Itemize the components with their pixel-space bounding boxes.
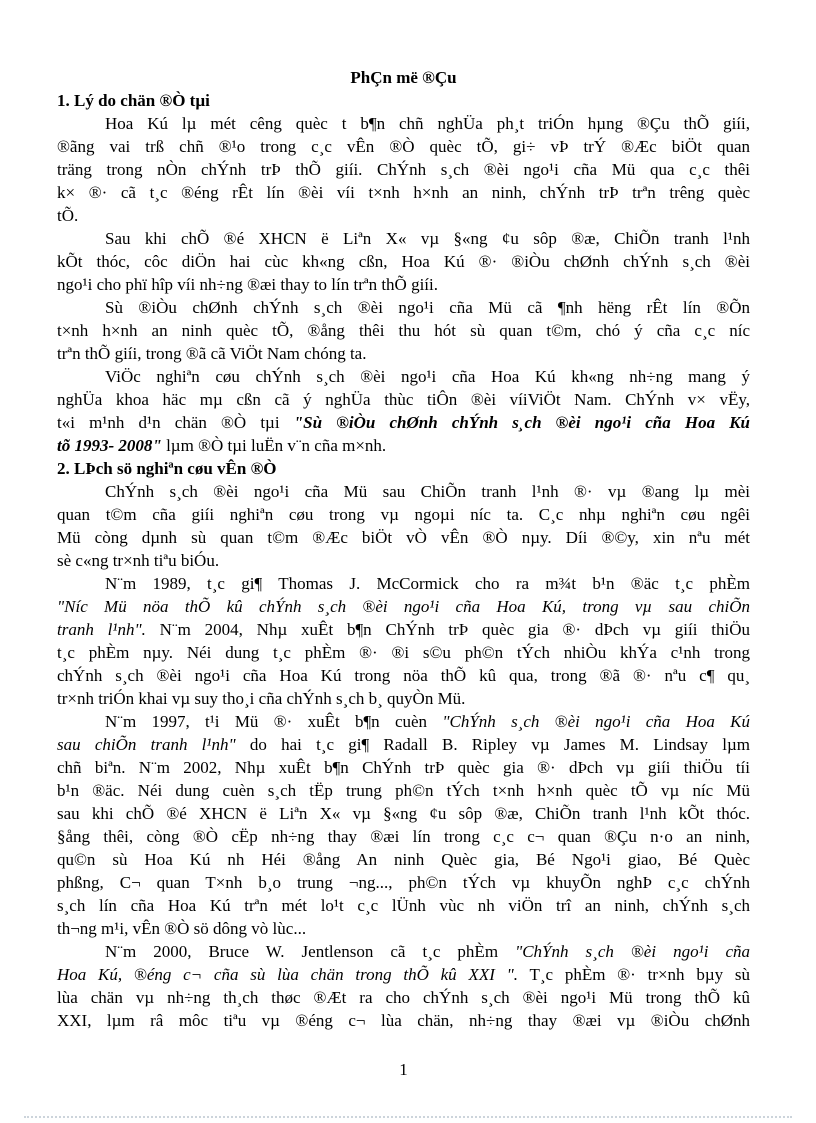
text-line [57, 595, 750, 618]
paragraph [57, 572, 750, 710]
text-run: T¸c phÈm ®· tr×nh bµy sù [518, 965, 750, 984]
text-line [57, 549, 750, 572]
text-run: 1. Lý do chän ®Ò tµi [57, 91, 210, 110]
text-run: phßng, C¬ quan T×nh b¸o trung ¬ng..., ph©n tÝch vµ khuyÕn nghÞ c¸c chÝnh [57, 873, 750, 892]
text-line [57, 250, 750, 273]
paragraph [57, 227, 750, 296]
document-content [57, 66, 750, 1032]
text-run: sè c«ng tr×nh tiªu biÓu. [57, 551, 220, 570]
text-line [57, 664, 750, 687]
paragraph [57, 480, 750, 572]
text-run: trªn thÕ giíi, trong ®ã cã ViÖt Nam chóng ta. [57, 344, 367, 363]
text-run: träng trong nÒn chÝnh trÞ thÕ giíi. ChÝnh s¸ch ®èi ngo¹i cña Mü qua c¸c thêi [57, 160, 750, 179]
text-line [57, 733, 750, 756]
text-run: XXI, lµm râ môc tiªu vµ ®éng c¬ lùa chän, nh÷ng thay ®æi vµ ®iÒu chØnh [57, 1011, 750, 1030]
text-run: Hoa Kú, ®éng c¬ cña sù lùa chän trong thÕ kû XXI ". [57, 965, 519, 984]
text-line [57, 365, 750, 388]
text-line [57, 917, 750, 940]
text-line [57, 802, 750, 825]
text-run: "ChÝnh s¸ch ®èi ngo¹i cña Hoa Kú [442, 712, 750, 731]
section-heading-2 [57, 457, 750, 480]
text-run: tÕ. [57, 206, 79, 225]
text-run: t¸c phÈm nµy. Néi dung t¸c phÈm ®· ®i s©u ph©n tÝch nhiÒu khÝa c¹nh trong [57, 643, 750, 662]
text-line [57, 848, 750, 871]
text-line [57, 687, 750, 710]
page-number: 1 [399, 1060, 408, 1079]
text-run: th¬ng m¹i, vÊn ®Ò sö dông vò lùc... [57, 919, 307, 938]
section-heading-1 [57, 89, 750, 112]
text-line [57, 319, 750, 342]
text-line [57, 618, 750, 641]
text-run: chÝnh s¸ch ®èi ngo¹i cña Hoa Kú trong nöa thÕ kû qua, trong ®ã ®· nªu c¶ qu¸ [57, 666, 750, 685]
text-run: t«i m¹nh d¹n chän ®Ò tµi [57, 413, 294, 432]
paragraph [57, 365, 750, 457]
text-run: Hoa Kú lµ mét cêng quèc t b¶n chñ nghÜa ph¸t triÓn hµng ®Çu thÕ giíi, [105, 114, 750, 133]
text-run: k× ®· cã t¸c ®éng rÊt lín ®èi víi t×nh h×nh an ninh, chÝnh trÞ trªn trêng quèc [57, 183, 750, 202]
text-run: "ChÝnh s¸ch ®èi ngo¹i cña [515, 942, 751, 961]
text-run: ®ãng vai trß chñ ®¹o trong c¸c vÊn ®Ò quèc tÕ, gi÷ vÞ trÝ ®Æc biÖt quan [57, 137, 750, 156]
text-run: ViÖc nghiªn cøu chÝnh s¸ch ®èi ngo¹i cña Hoa Kú kh«ng nh÷ng mang ý [105, 367, 750, 386]
text-line [57, 158, 750, 181]
text-line [57, 1009, 750, 1032]
text-run: N¨m 2004, Nhµ xuÊt b¶n ChÝnh trÞ quèc gia ®· dÞch vµ giíi thiÖu [145, 620, 750, 639]
text-line [57, 526, 750, 549]
text-line [57, 273, 750, 296]
paragraph [57, 940, 750, 1032]
text-line [57, 986, 750, 1009]
text-line [57, 641, 750, 664]
text-line [57, 204, 750, 227]
document-title [57, 66, 750, 89]
text-run: sau chiÕn tranh l¹nh" [57, 735, 236, 754]
text-run: N¨m 1997, t¹i Mü ®· xuÊt b¶n cuèn [105, 712, 443, 731]
text-line [57, 181, 750, 204]
text-line [57, 940, 750, 963]
text-line [57, 480, 750, 503]
text-run: Sau khi chÕ ®é XHCN ë Liªn X« vµ §«ng ¢u sôp ®æ, ChiÕn tranh l¹nh [105, 229, 750, 248]
text-line [57, 825, 750, 848]
text-line [57, 779, 750, 802]
text-run: tõ 1993- 2008" [57, 436, 162, 455]
text-line [57, 572, 750, 595]
text-line [57, 342, 750, 365]
text-run: lùa chän vµ nh÷ng th¸ch thøc ®Æt ra cho chÝnh s¸ch ®èi ngo¹i Mü trong thÕ kû [57, 988, 750, 1007]
page-break-separator [24, 1116, 792, 1118]
text-line [57, 89, 750, 112]
text-line [57, 296, 750, 319]
text-line [57, 112, 750, 135]
text-line [57, 871, 750, 894]
text-line [57, 388, 750, 411]
text-run: nghÜa khoa häc mµ cßn cã ý nghÜa thùc tiÔn ®èi víiViÖt Nam. ChÝnh v× vËy, [57, 390, 750, 409]
text-run: lµm ®Ò tµi luËn v¨n cña m×nh. [161, 436, 387, 455]
text-run: kÕt thóc, côc diÖn hai cùc kh«ng cßn, Hoa Kú ®· ®iÒu chØnh chÝnh s¸ch ®èi [57, 252, 750, 271]
text-run: chñ biªn. N¨m 2002, Nhµ xuÊt b¶n ChÝnh trÞ quèc gia ®· dÞch vµ giíi thiÖu tíi [57, 758, 750, 777]
text-run: tranh l¹nh". [57, 620, 146, 639]
text-run: "Sù ®iÒu chØnh chÝnh s¸ch ®èi ngo¹i cña Hoa Kú [293, 413, 750, 432]
paragraph [57, 710, 750, 940]
text-run: Sù ®iÒu chØnh chÝnh s¸ch ®èi ngo¹i cña Mü cã ¶nh hëng rÊt lín ®Õn [105, 298, 750, 317]
text-run: ChÝnh s¸ch ®èi ngo¹i cña Mü sau ChiÕn tranh l¹nh ®· vµ ®ang lµ mèi [105, 482, 750, 501]
text-run: §ång thêi, còng ®Ò cËp nh÷ng thay ®æi lín trong c¸c c¬ quan ®Çu n·o an ninh, [57, 827, 750, 846]
text-line [57, 894, 750, 917]
text-run: s¸ch lín cña Hoa Kú trªn mét lo¹t c¸c lÜnh vùc nh viÖn trî an ninh, chÝnh s¸ch [57, 896, 750, 915]
text-run: N¨m 2000, Bruce W. Jentlenson cã t¸c phÈm [105, 942, 516, 961]
text-run: qu©n sù Hoa Kú nh Héi ®ång An ninh Quèc gia, Bé Ngo¹i giao, Bé Quèc [57, 850, 750, 869]
text-run: do hai t¸c gi¶ Radall B. Ripley vµ James M. Lindsay lµm [235, 735, 750, 754]
text-run: t×nh h×nh an ninh quèc tÕ, ®ång thêi thu hót sù quan t©m, chó ý cña c¸c níc [57, 321, 750, 340]
text-run: PhÇn më ®Çu [350, 68, 457, 87]
paragraph [57, 112, 750, 227]
text-run: sau khi chÕ ®é XHCN ë Liªn X« vµ §«ng ¢u sôp ®æ, ChiÕn tranh l¹nh kÕt thóc. [57, 804, 750, 823]
text-line [57, 457, 750, 480]
text-run: tr×nh triÓn khai vµ suy tho¸i cña chÝnh s¸ch b¸ quyÒn Mü. [57, 689, 466, 708]
text-line [57, 710, 750, 733]
text-run: ngo¹i cho phï hîp víi nh÷ng ®æi thay to lín trªn thÕ giíi. [57, 275, 438, 294]
text-line [57, 503, 750, 526]
text-line [57, 411, 750, 434]
text-run: "Níc Mü nöa thÕ kû chÝnh s¸ch ®èi ngo¹i cña Hoa Kú, trong vµ sau chiÕn [57, 597, 750, 616]
paragraph [57, 296, 750, 365]
text-line [57, 135, 750, 158]
text-run: N¨m 1989, t¸c gi¶ Thomas J. McCormick cho ra m¾t b¹n ®äc t¸c phÈm [105, 574, 750, 593]
text-run: quan t©m cña giíi nghiªn cøu trong vµ ngoµi níc ta. C¸c nhµ nghiªn cøu ngêi [57, 505, 750, 524]
text-line [57, 963, 750, 986]
text-run: 2. LÞch sö nghiªn cøu vÊn ®Ò [57, 459, 277, 478]
text-run: Mü còng dµnh sù quan t©m ®Æc biÖt vÒ vÊn ®Ò nµy. Díi ®©y, xin nªu mét [57, 528, 750, 547]
text-line [57, 756, 750, 779]
text-line [57, 66, 750, 89]
text-run: b¹n ®äc. Néi dung cuèn s¸ch tËp trung ph©n tÝch t×nh h×nh quèc tÕ vµ níc Mü [57, 781, 750, 800]
text-line [57, 434, 750, 457]
text-line [57, 227, 750, 250]
